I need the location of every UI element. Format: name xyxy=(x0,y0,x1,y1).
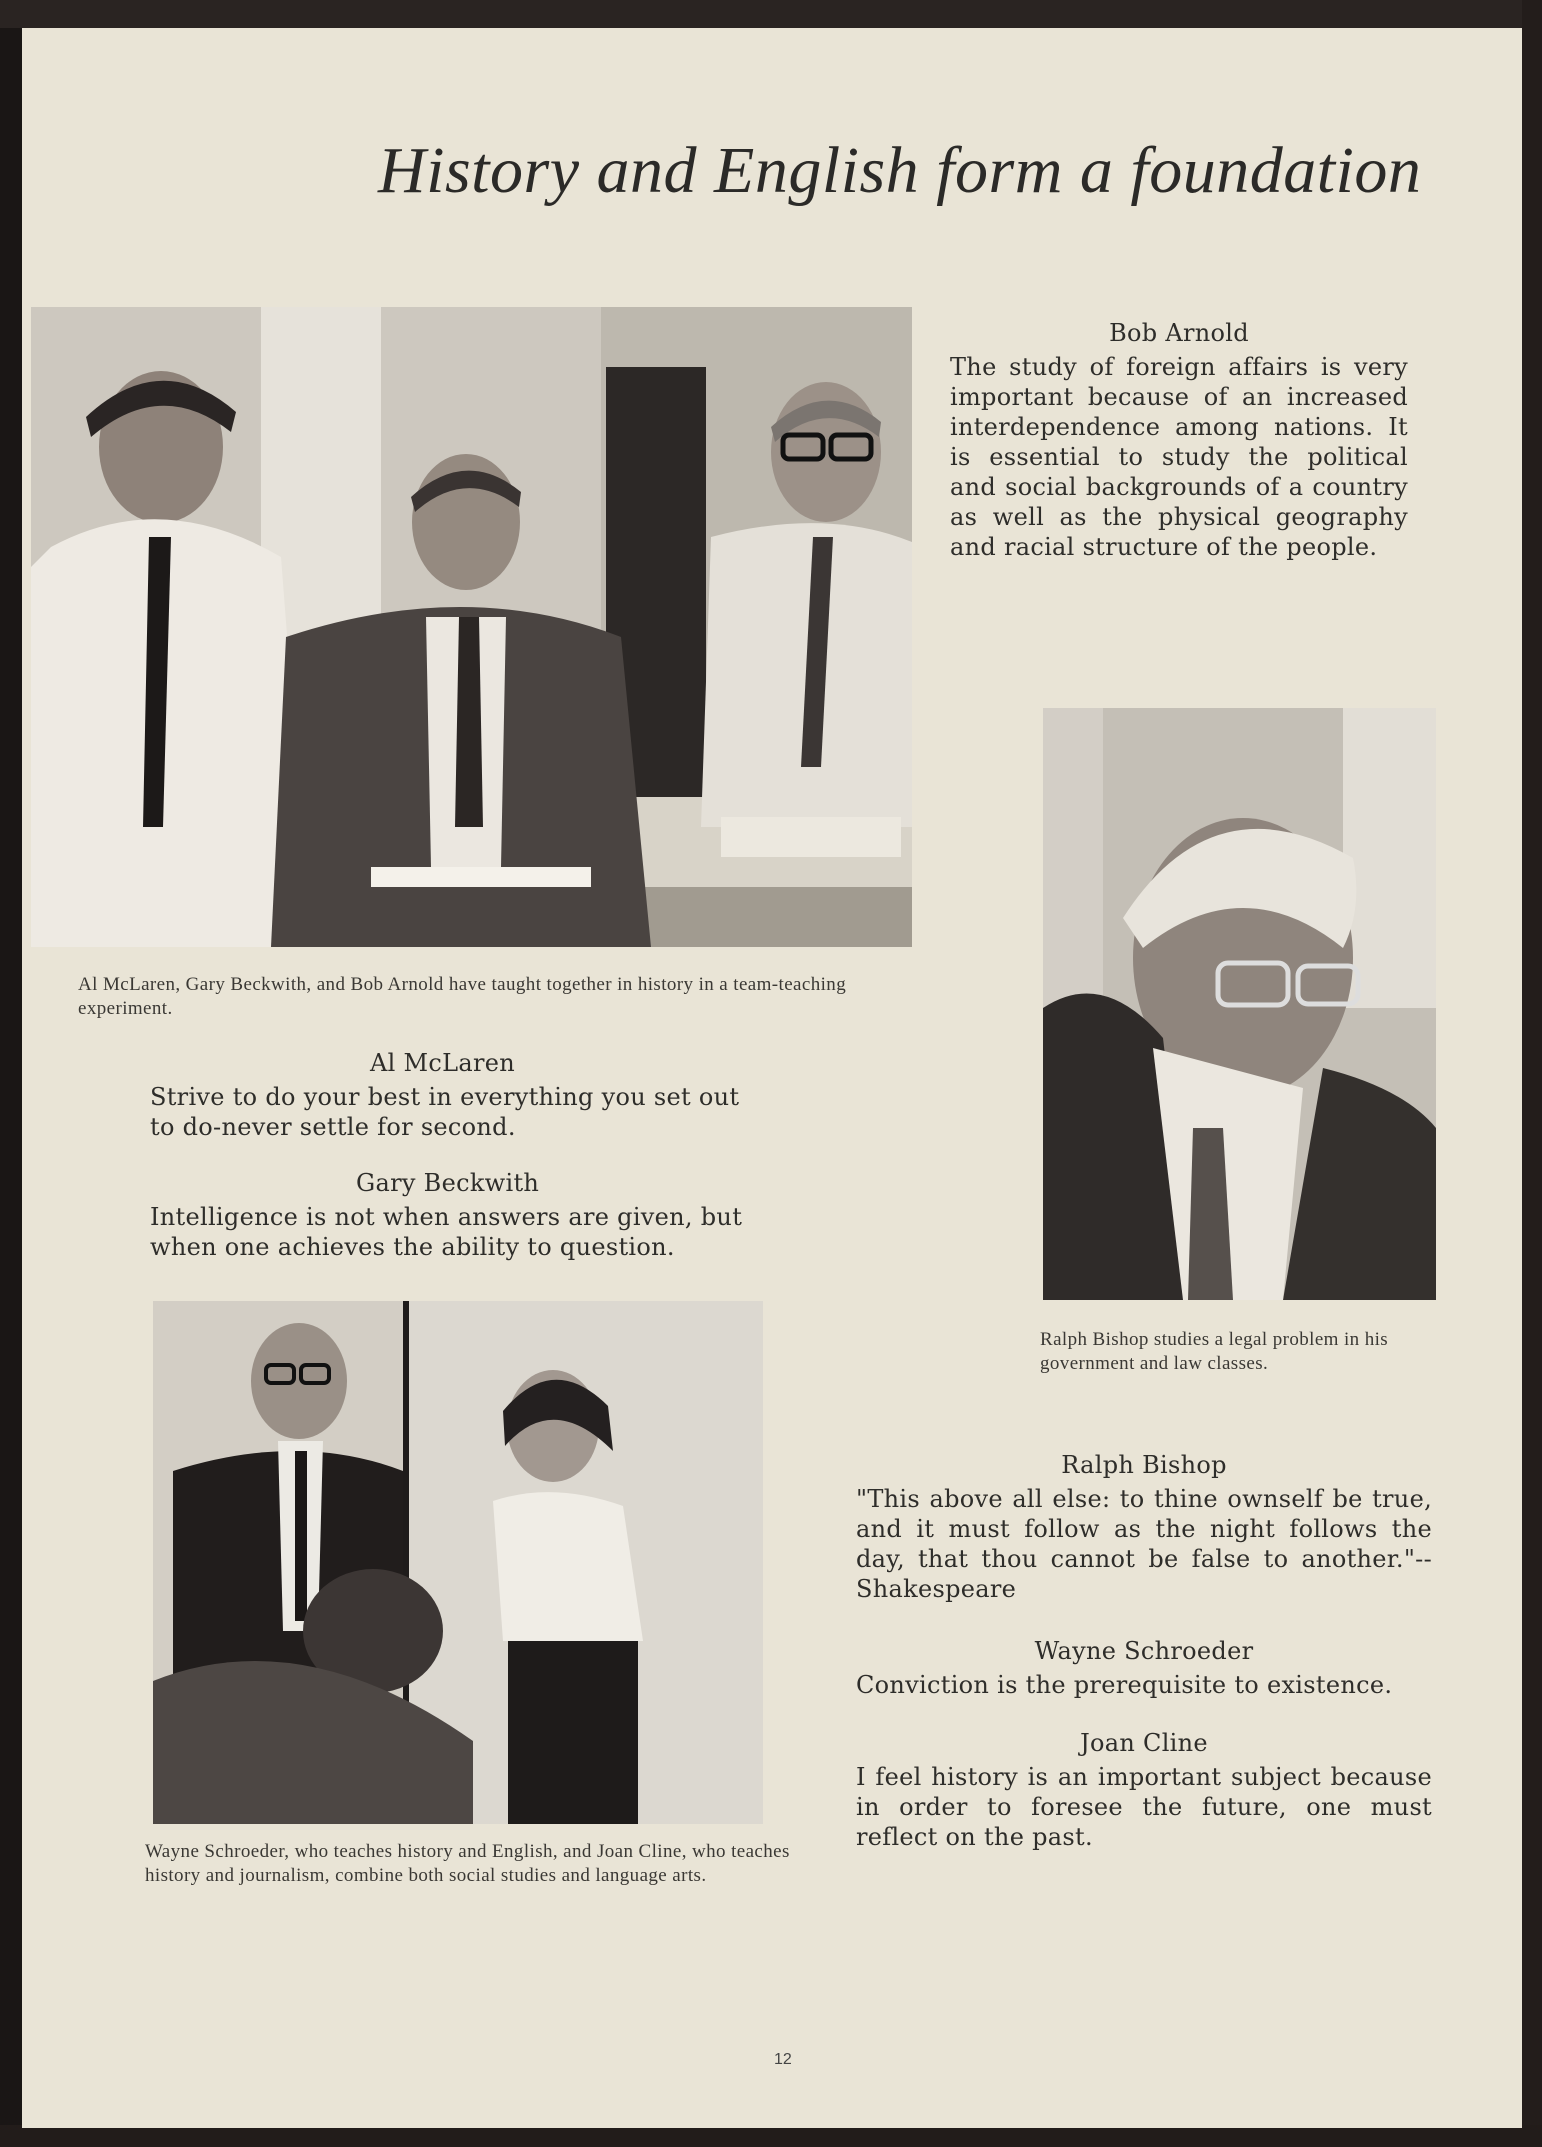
page-right-edge xyxy=(1522,0,1542,2147)
page-number: 12 xyxy=(774,2051,792,2068)
caption-team-teaching: Al McLaren, Gary Beckwith, and Bob Arnold have taught together in history in a team-teaching experiment. xyxy=(78,974,847,1019)
quote-name: Wayne Schroeder xyxy=(1034,1637,1254,1665)
quote-text: The study of foreign affairs is very important because of an increased interdependence among nations. It is essential to study the political and social backgrounds of a country as well as the physical geography and racial structure of the people. xyxy=(950,353,1408,561)
quote-ralph-bishop xyxy=(856,1450,1432,1604)
quote-text: I feel history is an important subject because in order to foresee the future, one must reflect on the past. xyxy=(856,1763,1432,1851)
quote-name: Joan Cline xyxy=(1080,1729,1208,1757)
photo-ralph-bishop xyxy=(1043,708,1436,1300)
quote-text: Intelligence is not when answers are given, but when one achieves the ability to question. xyxy=(150,1203,743,1261)
page-bottom-edge xyxy=(0,2125,1542,2147)
photo-team-teaching xyxy=(31,307,912,947)
quote-wayne-schroeder xyxy=(856,1636,1432,1700)
quote-text: Strive to do your best in everything you set out to do-never settle for second. xyxy=(150,1083,740,1141)
quote-name: Al McLaren xyxy=(370,1049,516,1077)
photo-ralph-bishop-illustration xyxy=(1043,708,1436,1300)
quote-name: Bob Arnold xyxy=(1109,319,1249,347)
caption-ralph-bishop: Ralph Bishop studies a legal problem in his government and law classes. xyxy=(1040,1329,1389,1374)
quote-gary-beckwith xyxy=(150,1168,750,1262)
photo-schroeder-cline xyxy=(153,1301,763,1824)
page-top-edge xyxy=(0,0,1542,28)
quote-al-mclaren xyxy=(150,1048,750,1142)
quote-name: Gary Beckwith xyxy=(356,1169,540,1197)
photo-schroeder-cline-illustration xyxy=(153,1301,763,1824)
quote-text: "This above all else: to thine ownself be true, and it must follow as the night follows the day, that thou cannot be false to another."-- Shakespeare xyxy=(856,1485,1432,1603)
photo-team-teaching-illustration xyxy=(31,307,912,947)
quote-bob-arnold xyxy=(950,318,1408,562)
yearbook-page xyxy=(22,28,1522,2128)
quote-name: Ralph Bishop xyxy=(1061,1451,1227,1479)
quote-joan-cline xyxy=(856,1728,1432,1852)
caption-schroeder-cline: Wayne Schroeder, who teaches history and English, and Joan Cline, who teaches history and journalism, combine both social studies and language arts. xyxy=(145,1841,790,1886)
quote-text: Conviction is the prerequisite to existence. xyxy=(856,1671,1393,1699)
page-title: History and English form a foundation xyxy=(378,134,1422,207)
